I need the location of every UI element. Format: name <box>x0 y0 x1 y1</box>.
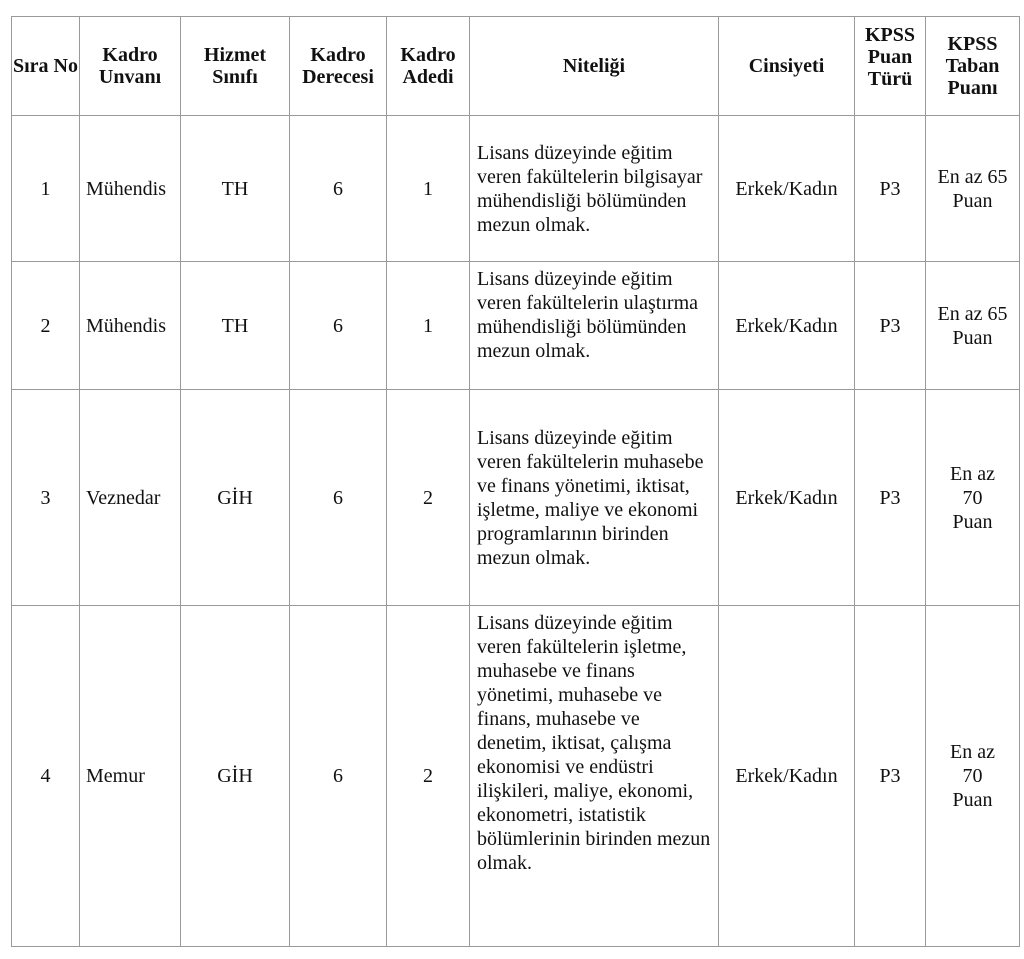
table-row <box>12 390 1020 606</box>
positions-table <box>11 16 1020 947</box>
cell-adet: 2 <box>387 606 470 947</box>
cell-sinif: GİH <box>181 390 290 606</box>
header-niteligi: Niteliği <box>470 17 719 116</box>
cell-unvan: Mühendis <box>80 262 181 390</box>
table-row <box>12 116 1020 262</box>
cell-nitelik: Lisans düzeyinde eğitim veren fakültelerin muhasebe ve finans yönetimi, iktisat, işletme, maliye ve ekonomi programlarının birinden mezun olmak. <box>470 390 719 606</box>
cell-adet: 2 <box>387 390 470 606</box>
cell-nitelik: Lisans düzeyinde eğitim veren fakültelerin ulaştırma mühendisliği bölümünden mezun olmak. <box>470 262 719 390</box>
cell-sira: 2 <box>12 262 80 390</box>
header-kpss-puan-turu: KPSS Puan Türü <box>855 17 926 116</box>
cell-taban: En az 70 Puan <box>926 390 1020 606</box>
cell-nitelik: Lisans düzeyinde eğitim veren fakültelerin bilgisayar mühendisliği bölümünden mezun olmak. <box>470 116 719 262</box>
header-hizmet-sinifi: Hizmet Sınıfı <box>181 17 290 116</box>
cell-unvan: Mühendis <box>80 116 181 262</box>
cell-cinsiyet: Erkek/Kadın <box>719 390 855 606</box>
cell-derece: 6 <box>290 390 387 606</box>
header-cinsiyeti: Cinsiyeti <box>719 17 855 116</box>
cell-taban: En az 65 Puan <box>926 262 1020 390</box>
header-kadro-unvani: Kadro Unvanı <box>80 17 181 116</box>
cell-cinsiyet: Erkek/Kadın <box>719 606 855 947</box>
cell-puan-turu: P3 <box>855 606 926 947</box>
header-sira-no: Sıra No <box>12 17 80 116</box>
cell-unvan: Veznedar <box>80 390 181 606</box>
header-kadro-adedi: Kadro Adedi <box>387 17 470 116</box>
cell-nitelik: Lisans düzeyinde eğitim veren fakültelerin işletme, muhasebe ve finans yönetimi, muhasebe ve finans, muhasebe ve denetim, iktisat, çalışma ekonomisi ve endüstri ilişkileri, maliye, ekonomi, ekonometri, istatistik bölümlerinin birinden mezun olmak. <box>470 606 719 947</box>
cell-derece: 6 <box>290 606 387 947</box>
header-kadro-derecesi: Kadro Derecesi <box>290 17 387 116</box>
cell-unvan: Memur <box>80 606 181 947</box>
table-header-row <box>12 17 1020 116</box>
cell-derece: 6 <box>290 116 387 262</box>
cell-derece: 6 <box>290 262 387 390</box>
cell-puan-turu: P3 <box>855 390 926 606</box>
cell-taban: En az 70 Puan <box>926 606 1020 947</box>
cell-sinif: TH <box>181 116 290 262</box>
cell-sira: 1 <box>12 116 80 262</box>
cell-sinif: GİH <box>181 606 290 947</box>
cell-adet: 1 <box>387 116 470 262</box>
cell-cinsiyet: Erkek/Kadın <box>719 116 855 262</box>
cell-puan-turu: P3 <box>855 116 926 262</box>
cell-sinif: TH <box>181 262 290 390</box>
cell-puan-turu: P3 <box>855 262 926 390</box>
header-kpss-taban-puani: KPSS Taban Puanı <box>926 17 1020 116</box>
cell-adet: 1 <box>387 262 470 390</box>
cell-sira: 4 <box>12 606 80 947</box>
cell-sira: 3 <box>12 390 80 606</box>
table-row <box>12 262 1020 390</box>
cell-cinsiyet: Erkek/Kadın <box>719 262 855 390</box>
cell-taban: En az 65 Puan <box>926 116 1020 262</box>
table-row <box>12 606 1020 947</box>
